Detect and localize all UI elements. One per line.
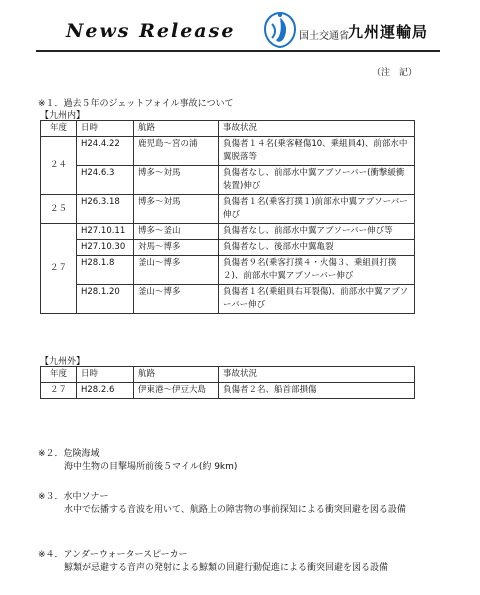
status-cell: 負傷者１４名(乗客軽傷10、乗組員4)、前部水中翼脱落等 bbox=[219, 137, 415, 166]
date-cell: H24.4.22 bbox=[77, 137, 134, 166]
note4-body: 鯨類が忌避する音声の発射による鯨類の回避行動促進による衝突回避を図る設備 bbox=[64, 563, 389, 573]
date-cell: H28.1.8 bbox=[77, 256, 134, 285]
date-cell: H27.10.11 bbox=[77, 224, 134, 240]
route-cell: 対馬～博多 bbox=[134, 240, 219, 256]
year-cell: ２４ bbox=[41, 137, 77, 195]
table-row bbox=[41, 285, 415, 314]
col-route: 航路 bbox=[134, 121, 219, 137]
col-year: 年度 bbox=[41, 367, 77, 383]
table-row bbox=[41, 240, 415, 256]
table-row bbox=[41, 195, 415, 224]
status-cell: 負傷者なし、前部水中翼アブソーバー(衝撃緩衝装置)伸び bbox=[219, 166, 415, 195]
route-cell: 釜山～博多 bbox=[134, 285, 219, 314]
region-inside-label: 【九州内】 bbox=[40, 111, 86, 121]
year-cell: ２５ bbox=[41, 195, 77, 224]
col-route: 航路 bbox=[134, 367, 219, 383]
table-row bbox=[41, 166, 415, 195]
org-bureau: 九州運輸局 bbox=[348, 23, 429, 41]
date-cell: H24.6.3 bbox=[77, 166, 134, 195]
table-row bbox=[41, 137, 415, 166]
date-cell: H26.3.18 bbox=[77, 195, 134, 224]
status-cell: 負傷者なし、前部水中翼アブソーバー伸び等 bbox=[219, 224, 415, 240]
news-release-title: News Release bbox=[66, 20, 236, 42]
route-cell: 釜山～博多 bbox=[134, 256, 219, 285]
status-cell: 負傷者１名(乗客打撲１)前部水中翼アブソーバー伸び bbox=[219, 195, 415, 224]
col-date: 日時 bbox=[77, 121, 134, 137]
col-status: 事故状況 bbox=[219, 121, 415, 137]
status-cell: 負傷者９名(乗客打撲４・火傷３、乗組員打撲２)、前部水中翼アブソーバー伸び bbox=[219, 256, 415, 285]
page-header bbox=[0, 0, 480, 52]
table-row bbox=[41, 224, 415, 240]
note3-title: ※３．水中ソナー bbox=[38, 492, 109, 502]
year-cell: ２７ bbox=[41, 383, 77, 399]
region-outside-label: 【九州外】 bbox=[40, 357, 86, 367]
date-cell: H28.2.6 bbox=[77, 383, 134, 399]
note2-body: 海中生物の目撃場所前後５マイル(約 9km) bbox=[64, 462, 238, 472]
year-cell: ２７ bbox=[41, 224, 77, 314]
note3-body: 水中で伝播する音波を用いて、航路上の障害物の事前探知による衝突回避を図る設備 bbox=[64, 505, 406, 515]
accident-table-inside bbox=[40, 120, 415, 314]
route-cell: 博多～対馬 bbox=[134, 195, 219, 224]
header-divider bbox=[36, 50, 440, 52]
notes-label: （注 記） bbox=[372, 68, 418, 78]
route-cell: 博多～対馬 bbox=[134, 166, 219, 195]
table-row bbox=[41, 256, 415, 285]
org-ministry: 国土交通省 bbox=[299, 31, 349, 42]
col-year: 年度 bbox=[41, 121, 77, 137]
status-cell: 負傷者なし、後部水中翼亀裂 bbox=[219, 240, 415, 256]
mlit-logo-icon bbox=[262, 10, 298, 50]
table-row bbox=[41, 383, 415, 399]
date-cell: H28.1.20 bbox=[77, 285, 134, 314]
date-cell: H27.10.30 bbox=[77, 240, 134, 256]
route-cell: 鹿児島～宮の浦 bbox=[134, 137, 219, 166]
route-cell: 博多～釜山 bbox=[134, 224, 219, 240]
accident-table-outside bbox=[40, 366, 415, 399]
status-cell: 負傷者１名(乗組員右耳裂傷)、前部水中翼アブソーバー伸び bbox=[219, 285, 415, 314]
note4-title: ※４．アンダーウォータースピーカー bbox=[38, 550, 188, 560]
note2-title: ※２．危険海域 bbox=[38, 449, 100, 459]
status-cell: 負傷者２名、船首部損傷 bbox=[219, 383, 415, 399]
route-cell: 伊東港～伊豆大島 bbox=[134, 383, 219, 399]
section1-title: ※１．過去５年のジェットフォイル事故について bbox=[38, 99, 234, 109]
col-date: 日時 bbox=[77, 367, 134, 383]
col-status: 事故状況 bbox=[219, 367, 415, 383]
